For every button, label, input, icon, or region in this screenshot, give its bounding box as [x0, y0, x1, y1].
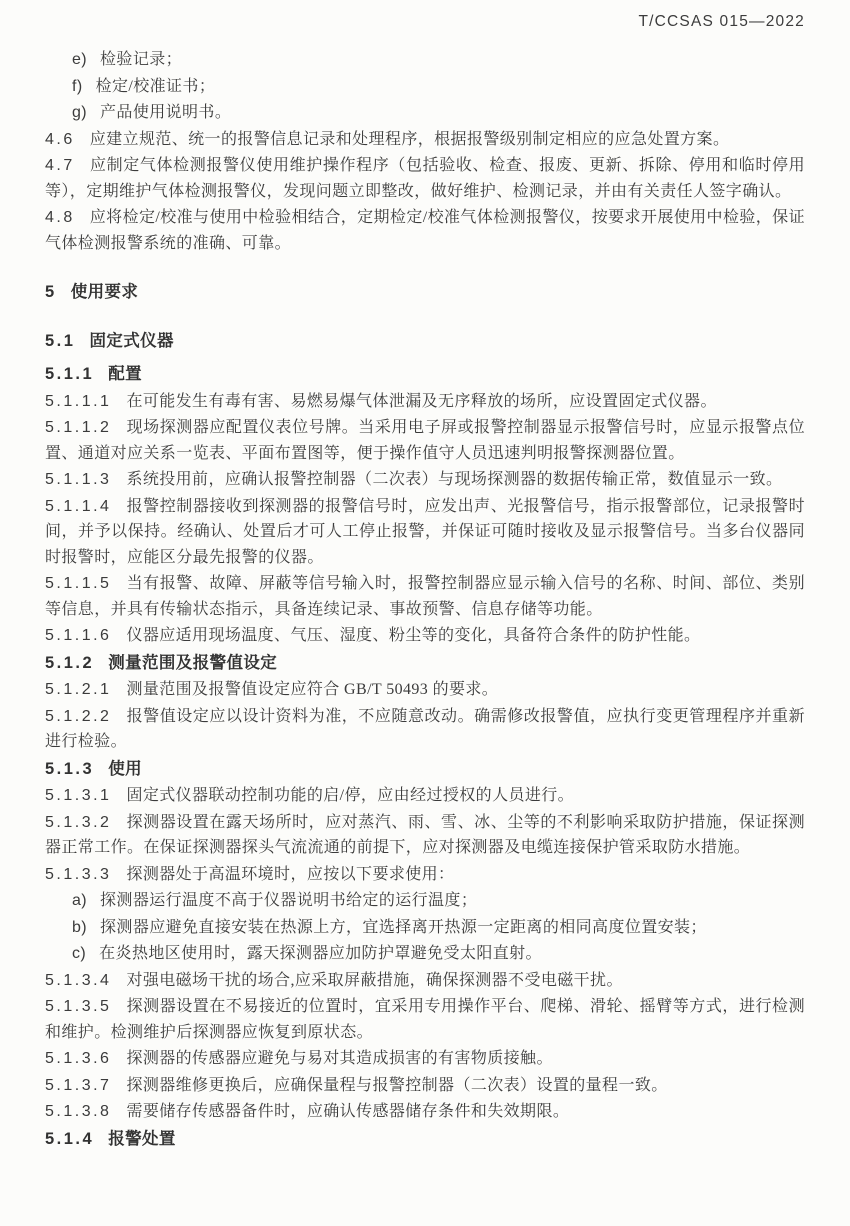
clause-text: 报警值设定应以设计资料为准，不应随意改动。确需修改报警值，应执行变更管理程序并重新进行检验。 [45, 707, 805, 750]
clause-number: 5.1.1.4 [45, 497, 112, 515]
section-title: 配置 [108, 365, 143, 383]
section-title: 测量范围及报警值设定 [108, 653, 278, 672]
clause-text: 系统投用前，应确认报警控制器（二次表）与现场探测器的数据传输正常，数值显示一致。 [126, 471, 783, 488]
standard-number: T/CCSAS 015—2022 [638, 13, 805, 30]
clause-text: 仪器应适用现场温度、气压、湿度、粉尘等的变化，具备符合条件的防护性能。 [126, 627, 701, 644]
list-item-f [45, 74, 805, 100]
clause-text: 探测器处于高温环境时，应按以下要求使用： [126, 865, 455, 883]
clause-text: 应将检定/校准与使用中检验相结合，定期检定/校准气体检测报警仪，按要求开展使用中检验，保证气体检测报警系统的准确、可靠。 [45, 209, 805, 252]
clause-text: 应建立规范、统一的报警信息记录和处理程序，根据报警级别制定相应的应急处置方案。 [89, 130, 730, 148]
clause-text: 探测器设置在不易接近的位置时，宜采用专用操作平台、爬梯、滑轮、摇臂等方式，进行检测和维护。检测维护后探测器应恢复到原状态。 [45, 998, 805, 1041]
list-item-c [45, 941, 805, 967]
clause-number: 4.7 [45, 157, 75, 174]
list-item-label: f) [72, 77, 83, 95]
section-heading-5.1.3 [45, 757, 805, 783]
clause-number: 5.1.2.2 [45, 707, 112, 725]
clause-number: 5.1.3.6 [45, 1050, 112, 1067]
list-item-label: c) [72, 945, 87, 962]
section-number: 5.1 [45, 331, 76, 350]
clause-5.1.2.1 [45, 677, 805, 703]
clause-5.1.3.7 [45, 1073, 805, 1099]
clause-text: 应制定气体检测报警仪使用维护操作程序（包括验收、检查、报废、更新、拆除、停用和临时停用等），定期维护气体检测报警仪，发现问题立即整改，做好维护、检测记录，并由有关责任人签字确认。 [45, 157, 805, 200]
section-heading-5.1.4 [45, 1127, 805, 1153]
list-item-text: 在炎热地区使用时，露天探测器应加防护罩避免受太阳直射。 [99, 945, 542, 962]
clause-text: 固定式仪器联动控制功能的启/停，应由经过授权的人员进行。 [126, 787, 575, 804]
clause-number: 5.1.3.3 [45, 865, 112, 883]
section-heading-5 [45, 280, 805, 306]
clause-text: 对强电磁场干扰的场合,应采取屏蔽措施，确保探测器不受电磁干扰。 [126, 971, 623, 989]
section-number: 5.1.2 [45, 653, 95, 672]
clause-4.6 [45, 127, 805, 153]
clause-5.1.3.3 [45, 862, 805, 888]
section-number: 5.1.3 [45, 759, 95, 778]
clause-5.1.3.1 [45, 783, 805, 809]
clause-number: 5.1.3.8 [45, 1103, 112, 1120]
clause-text: 当有报警、故障、屏蔽等信号输入时，报警控制器应显示输入信号的名称、时间、部位、类别等信息，并具有传输状态指示，具备连续记录、事故预警、信息存储等功能。 [45, 575, 805, 618]
section-heading-5.1.1 [45, 362, 805, 388]
clause-text: 探测器维修更换后，应确保量程与报警控制器（二次表）设置的量程一致。 [126, 1076, 668, 1094]
list-item-e [45, 47, 805, 73]
list-item-label: b) [72, 918, 88, 936]
page-header [45, 12, 805, 32]
list-item-text: 检验记录； [100, 51, 183, 68]
list-item-b [45, 915, 805, 941]
list-item-text: 产品使用说明书。 [100, 104, 232, 121]
clause-number: 5.1.3.5 [45, 998, 112, 1015]
clause-number: 5.1.3.7 [45, 1076, 112, 1094]
clause-5.1.3.8 [45, 1099, 805, 1125]
list-item-a [45, 888, 805, 914]
clause-number: 5.1.3.4 [45, 971, 112, 989]
clause-5.1.1.1 [45, 389, 805, 415]
section-number: 5 [45, 283, 57, 301]
clause-text: 现场探测器应配置仪表位号牌。当采用电子屏或报警控制器显示报警信号时，应显示报警点位置、通道对应关系一览表、平面布置图等，便于操作值守人员迅速判明报警探测器位置。 [45, 419, 805, 462]
section-number: 5.1.1 [45, 365, 95, 383]
clause-number: 5.1.3.1 [45, 787, 112, 804]
section-heading-5.1.2 [45, 651, 805, 677]
clause-text: 需要储存传感器备件时，应确认传感器储存条件和失效期限。 [126, 1103, 570, 1120]
clause-number: 5.1.1.6 [45, 627, 112, 644]
clause-4.7 [45, 153, 805, 204]
list-item-text: 探测器应避免直接安装在热源上方，宜选择离开热源一定距离的相同高度位置安装； [100, 918, 707, 936]
section-title: 使用 [108, 759, 143, 778]
clause-number: 5.1.1.1 [45, 392, 112, 410]
clause-5.1.1.3 [45, 467, 805, 493]
list-item-text: 探测器运行温度不高于仪器说明书给定的运行温度； [100, 892, 478, 909]
clause-number: 5.1.2.1 [45, 681, 112, 698]
clause-5.1.3.2 [45, 810, 805, 861]
list-item-label: e) [72, 51, 88, 68]
list-item-label: a) [72, 892, 88, 909]
clause-number: 4.8 [45, 209, 75, 226]
clause-number: 5.1.1.3 [45, 471, 112, 488]
section-title: 报警处置 [108, 1129, 176, 1148]
clause-5.1.3.4 [45, 968, 805, 994]
clause-text: 测量范围及报警值设定应符合 GB/T 50493 的要求。 [126, 681, 499, 698]
list-item-g [45, 100, 805, 126]
clause-number: 5.1.1.5 [45, 575, 112, 592]
section-number: 5.1.4 [45, 1129, 95, 1148]
clause-number: 5.1.1.2 [45, 419, 112, 436]
list-item-label: g) [72, 104, 88, 121]
clause-text: 探测器的传感器应避免与易对其造成损害的有害物质接触。 [126, 1050, 553, 1067]
clause-5.1.1.4 [45, 494, 805, 571]
section-title: 使用要求 [70, 283, 139, 301]
section-title: 固定式仪器 [89, 331, 174, 350]
clause-text: 报警控制器接收到探测器的报警信号时，应发出声、光报警信号，指示报警部位，记录报警时间，并予以保持。经确认、处置后才可人工停止报警，并保证可随时接收及显示报警信号。当多台仪器同时报警时，应能区分最先报警的仪器。 [45, 497, 805, 566]
document-body [45, 47, 805, 1152]
clause-text: 在可能发生有毒有害、易燃易爆气体泄漏及无序释放的场所，应设置固定式仪器。 [126, 392, 717, 410]
clause-5.1.1.2 [45, 415, 805, 466]
clause-5.1.1.5 [45, 571, 805, 622]
clause-text: 探测器设置在露天场所时，应对蒸汽、雨、雪、冰、尘等的不利影响采取防护措施，保证探测器正常工作。在保证探测器探头气流流通的前提下，应对探测器及电缆连接保护管采取防水措施。 [45, 813, 805, 856]
clause-4.8 [45, 205, 805, 256]
clause-5.1.2.2 [45, 704, 805, 755]
clause-number: 4.6 [45, 130, 75, 148]
clause-5.1.1.6 [45, 623, 805, 649]
clause-5.1.3.6 [45, 1046, 805, 1072]
clause-number: 5.1.3.2 [45, 813, 112, 831]
list-item-text: 检定/校准证书； [95, 77, 216, 95]
clause-5.1.3.5 [45, 994, 805, 1045]
section-heading-5.1 [45, 329, 805, 355]
